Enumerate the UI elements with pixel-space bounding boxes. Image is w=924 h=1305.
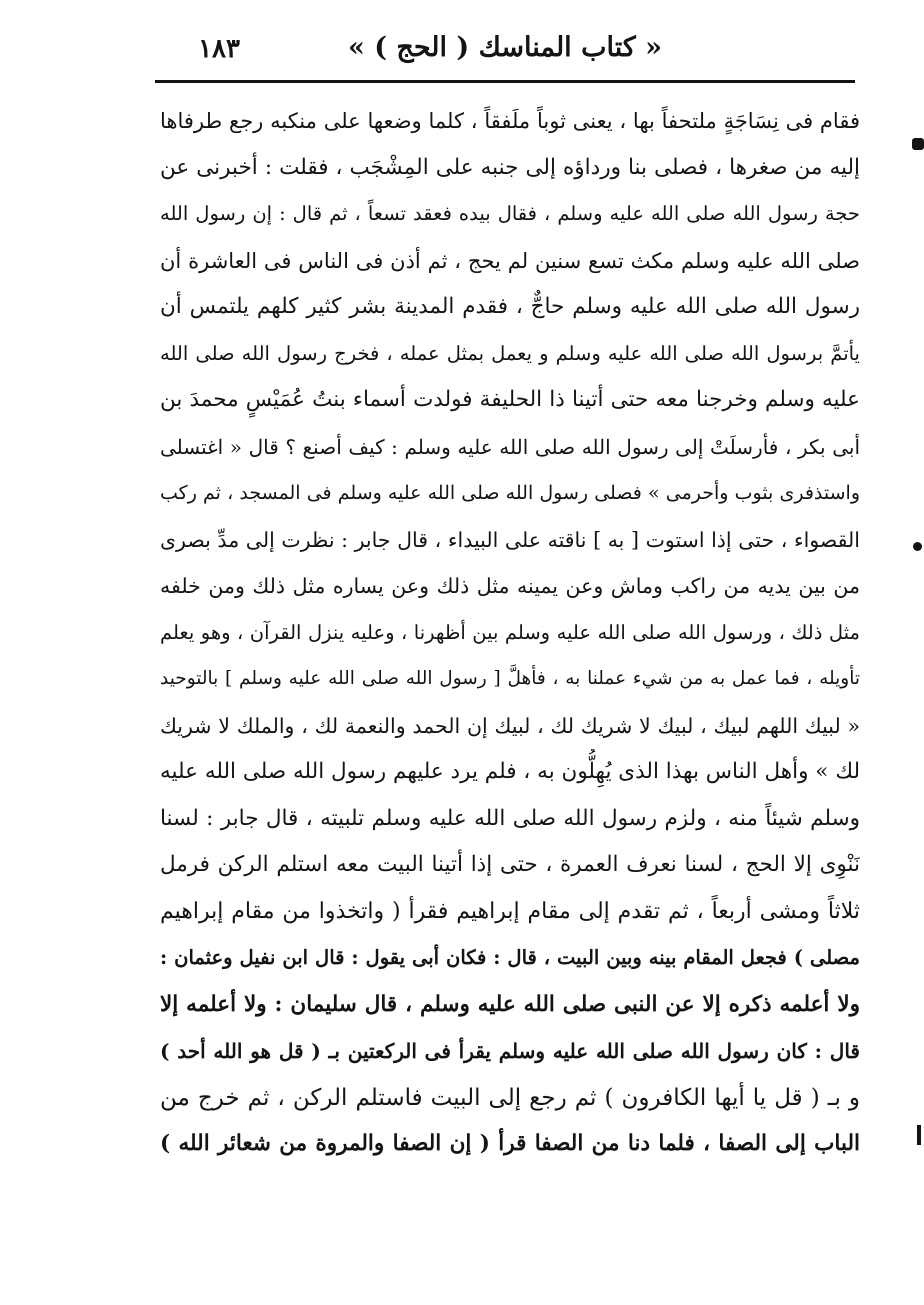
- text-line: حجة رسول الله صلى الله عليه وسلم ، فقال بيده فعقد تسعاً ، ثم قال : إن رسول الله: [160, 202, 860, 225]
- body-text: [160, 98, 860, 1168]
- scan-edge-mark: [912, 138, 924, 150]
- scan-edge-mark: [913, 542, 922, 551]
- text-line: مثل ذلك ، ورسول الله صلى الله عليه وسلم بين أظهرنا ، وعليه ينزل القرآن ، وهو يعلم: [160, 620, 860, 644]
- text-line: ولا أعلمه ذكره إلا عن النبى صلى الله عليه وسلم ، قال سليمان : ولا أعلمه إلا: [160, 991, 860, 1017]
- page-number: ١٨٣: [198, 34, 240, 64]
- text-line: فقام فى نِسَاجَةٍ ملتحفاً بها ، يعنى ثوباً ملَفقاً ، كلما وضعها على منكبه رجع طرفاها: [160, 109, 860, 133]
- text-line: إليه من صغرها ، فصلى بنا ورداؤه إلى جنبه على المِشْجَب ، فقلت : أخبرنى عن: [160, 154, 860, 180]
- running-title: « كتاب المناسك ( الحج ) »: [347, 32, 663, 63]
- header-rule: [155, 80, 855, 83]
- text-line: تأويله ، فما عمل به من شيء عملنا به ، فأهلَّ [ رسول الله صلى الله عليه وسلم ] بالتوحيد: [160, 668, 860, 689]
- text-line: قال : كان رسول الله صلى الله عليه وسلم يقرأ فى الركعتين بـ ( قل هو الله أحد ): [160, 1039, 860, 1063]
- text-line: ثلاثاً ومشى أربعاً ، ثم تقدم إلى مقام إبراهيم فقرأ ( واتخذوا من مقام إبراهيم: [160, 898, 860, 924]
- text-line: و بـ ( قل يا أيها الكافرون ) ثم رجع إلى البيت فاستلم الركن ، ثم خرج من: [160, 1084, 860, 1111]
- text-line: « لبيك اللهم لبيك ، لبيك لا شريك لك ، لبيك إن الحمد والنعمة لك ، والملك لا شريك: [160, 713, 860, 738]
- text-line: مصلى ) فجعل المقام بينه وبين البيت ، قال : فكان أبى يقول : قال ابن نفيل وعثمان :: [160, 946, 860, 969]
- text-line: عليه وسلم وخرجنا معه حتى أتينا ذا الحليفة فولدت أسماء بنتُ عُمَيْسٍ محمدَ بن: [160, 387, 860, 412]
- text-line: رسول الله صلى الله عليه وسلم حاجٌّ ، فقدم المدينة بشر كثير كلهم يلتمس أن: [160, 294, 860, 319]
- text-line: أبى بكر ، فأرسلَتْ إلى رسول الله صلى الله عليه وسلم : كيف أصنع ؟ قال « اغتسلى: [160, 434, 860, 459]
- page-header: [150, 22, 860, 78]
- text-line: وسلم شيئاً منه ، ولزم رسول الله صلى الله عليه وسلم تلبيته ، قال جابر : لسنا: [160, 805, 860, 831]
- text-line: واستذفرى بثوب وأحرمى » فصلى رسول الله صلى الله عليه وسلم فى المسجد ، ثم ركب: [160, 482, 860, 504]
- text-line: صلى الله عليه وسلم مكث تسع سنين لم يحج ، ثم أذن فى الناس فى العاشرة أن: [160, 248, 860, 273]
- text-line: الباب إلى الصفا ، فلما دنا من الصفا قرأ ( إن الصفا والمروة من شعائر الله ): [160, 1131, 860, 1156]
- text-line: يأتمَّ برسول الله صلى الله عليه وسلم و يعمل بمثل عمله ، فخرج رسول الله صلى الله: [160, 341, 860, 365]
- text-line: لك » وأهل الناس بهذا الذى يُهِلُّون به ، فلم يرد عليهم رسول الله صلى الله عليه: [160, 759, 860, 784]
- scan-edge-mark: [917, 1125, 921, 1145]
- text-line: نَنْوِى إلا الحج ، لسنا نعرف العمرة ، حتى إذا أتينا البيت معه استلم الركن فرمل: [160, 852, 860, 877]
- text-line: القصواء ، حتى إذا استوت [ به ] ناقته على البيداء ، قال جابر : نظرت إلى مدِّ بصرى: [160, 527, 860, 552]
- text-line: من بين يديه من راكب وماش وعن يمينه مثل ذلك وعن يساره مثل ذلك ومن خلفه: [160, 574, 860, 598]
